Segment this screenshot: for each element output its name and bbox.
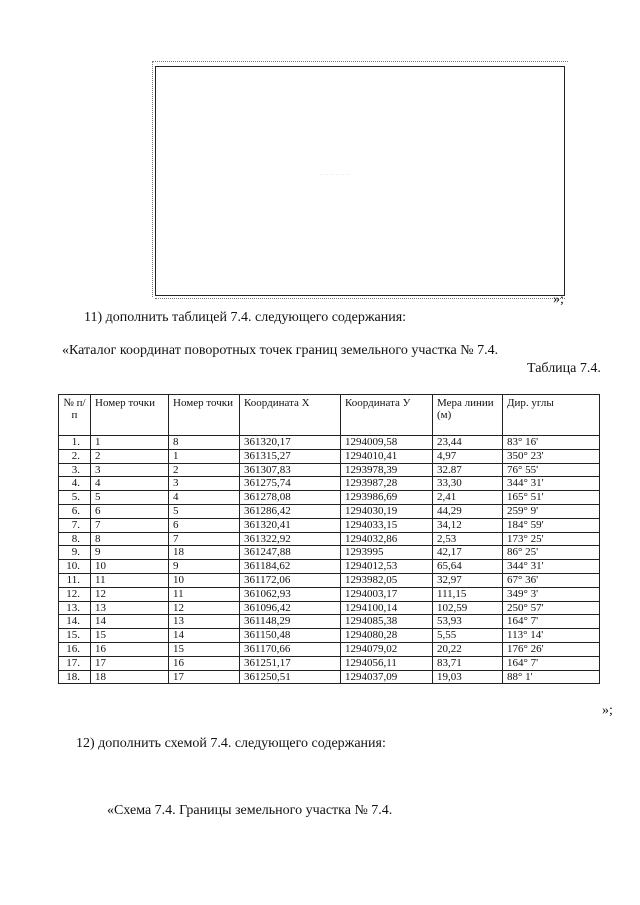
cell-coordinate-x: 361096,42 (240, 601, 341, 615)
cell-direction-angle: 173° 25' (503, 532, 600, 546)
cell-coordinate-y: 1294100,14 (341, 601, 433, 615)
cell-line-length: 32,97 (433, 573, 503, 587)
cell-point-number-to: 10 (169, 573, 240, 587)
table-row (59, 642, 600, 656)
table-header-row (59, 395, 600, 436)
cell-coordinate-x: 361172,06 (240, 573, 341, 587)
cell-direction-angle: 259° 9' (503, 504, 600, 518)
cell-line-length: 4,97 (433, 449, 503, 463)
cell-direction-angle: 344° 31' (503, 477, 600, 491)
cell-coordinate-y: 1294079,02 (341, 642, 433, 656)
cell-coordinate-x: 361286,42 (240, 504, 341, 518)
cell-row-index: 9. (59, 546, 91, 560)
cell-row-index: 6. (59, 504, 91, 518)
cell-point-number-to: 5 (169, 504, 240, 518)
cell-coordinate-x: 361250,51 (240, 670, 341, 684)
cell-row-index: 16. (59, 642, 91, 656)
cell-line-length: 2,53 (433, 532, 503, 546)
cell-coordinate-x: 361148,29 (240, 615, 341, 629)
cell-row-index: 13. (59, 601, 91, 615)
header-line-length: Мера линии (м) (433, 395, 503, 436)
table-end-mark: »; (602, 703, 613, 718)
header-index: № п/п (59, 395, 91, 436)
item-11-text: 11) дополнить таблицей 7.4. следующего содержания: (84, 310, 407, 325)
cell-coordinate-y: 1294010,41 (341, 449, 433, 463)
cell-row-index: 14. (59, 615, 91, 629)
cell-coordinate-y: 1293987,28 (341, 477, 433, 491)
header-point-number-to: Номер точки (169, 395, 240, 436)
scheme-frame-dotted-top (152, 61, 568, 62)
cell-row-index: 11. (59, 573, 91, 587)
cell-row-index: 8. (59, 532, 91, 546)
cell-line-length: 20,22 (433, 642, 503, 656)
cell-row-index: 18. (59, 670, 91, 684)
cell-point-number-to: 3 (169, 477, 240, 491)
catalog-title: «Каталог координат поворотных точек границ земельного участка № 7.4. (62, 343, 499, 358)
cell-row-index: 17. (59, 656, 91, 670)
cell-point-number: 13 (91, 601, 169, 615)
scheme-title: «Схема 7.4. Границы земельного участка № 7.4. (107, 803, 393, 818)
cell-coordinate-x: 361320,17 (240, 436, 341, 450)
cell-line-length: 34,12 (433, 518, 503, 532)
cell-direction-angle: 76° 55' (503, 463, 600, 477)
cell-line-length: 44,29 (433, 504, 503, 518)
cell-point-number: 6 (91, 504, 169, 518)
cell-point-number-to: 12 (169, 601, 240, 615)
cell-line-length: 102,59 (433, 601, 503, 615)
cell-coordinate-x: 361184,62 (240, 560, 341, 574)
cell-point-number: 4 (91, 477, 169, 491)
cell-point-number-to: 7 (169, 532, 240, 546)
cell-point-number-to: 15 (169, 642, 240, 656)
cell-row-index: 5. (59, 491, 91, 505)
cell-line-length: 42,17 (433, 546, 503, 560)
cell-point-number-to: 11 (169, 587, 240, 601)
cell-coordinate-x: 361251,17 (240, 656, 341, 670)
cell-coordinate-x: 361322,92 (240, 532, 341, 546)
cell-direction-angle: 176° 26' (503, 642, 600, 656)
cell-point-number: 17 (91, 656, 169, 670)
cell-line-length: 111,15 (433, 587, 503, 601)
cell-line-length: 23,44 (433, 436, 503, 450)
cell-point-number: 15 (91, 629, 169, 643)
cell-point-number-to: 8 (169, 436, 240, 450)
cell-coordinate-y: 1293978,39 (341, 463, 433, 477)
cell-point-number: 18 (91, 670, 169, 684)
cell-point-number: 16 (91, 642, 169, 656)
coordinates-table (58, 394, 600, 684)
cell-point-number-to: 13 (169, 615, 240, 629)
cell-coordinate-y: 1294080,28 (341, 629, 433, 643)
table-row (59, 449, 600, 463)
cell-point-number-to: 14 (169, 629, 240, 643)
table-row (59, 436, 600, 450)
cell-row-index: 3. (59, 463, 91, 477)
cell-direction-angle: 164° 7' (503, 615, 600, 629)
cell-coordinate-y: 1294037,09 (341, 670, 433, 684)
cell-line-length: 32.87 (433, 463, 503, 477)
cell-point-number-to: 9 (169, 560, 240, 574)
cell-coordinate-x: 361062,93 (240, 587, 341, 601)
cell-point-number: 10 (91, 560, 169, 574)
cell-coordinate-y: 1294030,19 (341, 504, 433, 518)
cell-point-number: 11 (91, 573, 169, 587)
cell-point-number: 3 (91, 463, 169, 477)
cell-direction-angle: 83° 16' (503, 436, 600, 450)
cell-line-length: 33,30 (433, 477, 503, 491)
cell-direction-angle: 350° 23' (503, 449, 600, 463)
cell-line-length: 83,71 (433, 656, 503, 670)
cell-direction-angle: 165° 51' (503, 491, 600, 505)
table-row (59, 670, 600, 684)
table-row (59, 656, 600, 670)
cell-coordinate-x: 361150,48 (240, 629, 341, 643)
cell-row-index: 1. (59, 436, 91, 450)
cell-point-number: 9 (91, 546, 169, 560)
cell-direction-angle: 184° 59' (503, 518, 600, 532)
cell-line-length: 5,55 (433, 629, 503, 643)
table-row (59, 546, 600, 560)
cell-point-number-to: 6 (169, 518, 240, 532)
cell-coordinate-y: 1294009,58 (341, 436, 433, 450)
cell-coordinate-y: 1293995 (341, 546, 433, 560)
cell-line-length: 19,03 (433, 670, 503, 684)
cell-row-index: 4. (59, 477, 91, 491)
table-row (59, 477, 600, 491)
cell-direction-angle: 164° 7' (503, 656, 600, 670)
cell-point-number: 5 (91, 491, 169, 505)
cell-point-number: 7 (91, 518, 169, 532)
cell-coordinate-y: 1294085,38 (341, 615, 433, 629)
table-row (59, 560, 600, 574)
item-12-text: 12) дополнить схемой 7.4. следующего содержания: (76, 736, 386, 751)
cell-coordinate-x: 361320,41 (240, 518, 341, 532)
cell-line-length: 65,64 (433, 560, 503, 574)
cell-direction-angle: 86° 25' (503, 546, 600, 560)
cell-coordinate-x: 361315,27 (240, 449, 341, 463)
scheme-frame-caption: ·· ·· ·· ·· ·· ·· (320, 172, 350, 177)
cell-direction-angle: 88° 1' (503, 670, 600, 684)
cell-line-length: 2,41 (433, 491, 503, 505)
cell-point-number: 2 (91, 449, 169, 463)
header-coordinate-x: Координата X (240, 395, 341, 436)
cell-point-number: 8 (91, 532, 169, 546)
cell-coordinate-y: 1293982,05 (341, 573, 433, 587)
cell-point-number-to: 18 (169, 546, 240, 560)
table-row (59, 504, 600, 518)
header-coordinate-y: Координата У (341, 395, 433, 436)
cell-coordinate-x: 361278,08 (240, 491, 341, 505)
table-row (59, 573, 600, 587)
cell-row-index: 2. (59, 449, 91, 463)
header-direction-angle: Дир. углы (503, 395, 600, 436)
cell-coordinate-y: 1293986,69 (341, 491, 433, 505)
table-row (59, 629, 600, 643)
cell-coordinate-x: 361247,88 (240, 546, 341, 560)
cell-point-number-to: 17 (169, 670, 240, 684)
scheme-frame (155, 66, 565, 296)
table-row (59, 587, 600, 601)
table-row (59, 463, 600, 477)
cell-line-length: 53,93 (433, 615, 503, 629)
scheme-end-mark: »; (553, 292, 564, 307)
table-row (59, 532, 600, 546)
cell-row-index: 15. (59, 629, 91, 643)
cell-direction-angle: 250° 57' (503, 601, 600, 615)
cell-direction-angle: 113° 14' (503, 629, 600, 643)
cell-point-number-to: 16 (169, 656, 240, 670)
cell-point-number: 14 (91, 615, 169, 629)
cell-coordinate-x: 361307,83 (240, 463, 341, 477)
table-row (59, 491, 600, 505)
table-label: Таблица 7.4. (527, 361, 601, 376)
table-row (59, 615, 600, 629)
cell-point-number-to: 4 (169, 491, 240, 505)
cell-coordinate-y: 1294003,17 (341, 587, 433, 601)
table-row (59, 601, 600, 615)
cell-coordinate-y: 1294012,53 (341, 560, 433, 574)
cell-direction-angle: 349° 3' (503, 587, 600, 601)
cell-coordinate-x: 361275,74 (240, 477, 341, 491)
scheme-frame-dotted-left (152, 61, 153, 297)
cell-row-index: 7. (59, 518, 91, 532)
cell-point-number-to: 2 (169, 463, 240, 477)
cell-row-index: 12. (59, 587, 91, 601)
cell-coordinate-y: 1294056,11 (341, 656, 433, 670)
header-point-number: Номер точки (91, 395, 169, 436)
cell-point-number-to: 1 (169, 449, 240, 463)
cell-coordinate-y: 1294033,15 (341, 518, 433, 532)
cell-coordinate-y: 1294032,86 (341, 532, 433, 546)
scheme-frame-dotted-bottom (155, 298, 565, 299)
cell-direction-angle: 344° 31' (503, 560, 600, 574)
cell-point-number: 12 (91, 587, 169, 601)
table-row (59, 518, 600, 532)
cell-coordinate-x: 361170,66 (240, 642, 341, 656)
cell-point-number: 1 (91, 436, 169, 450)
cell-direction-angle: 67° 36' (503, 573, 600, 587)
cell-row-index: 10. (59, 560, 91, 574)
